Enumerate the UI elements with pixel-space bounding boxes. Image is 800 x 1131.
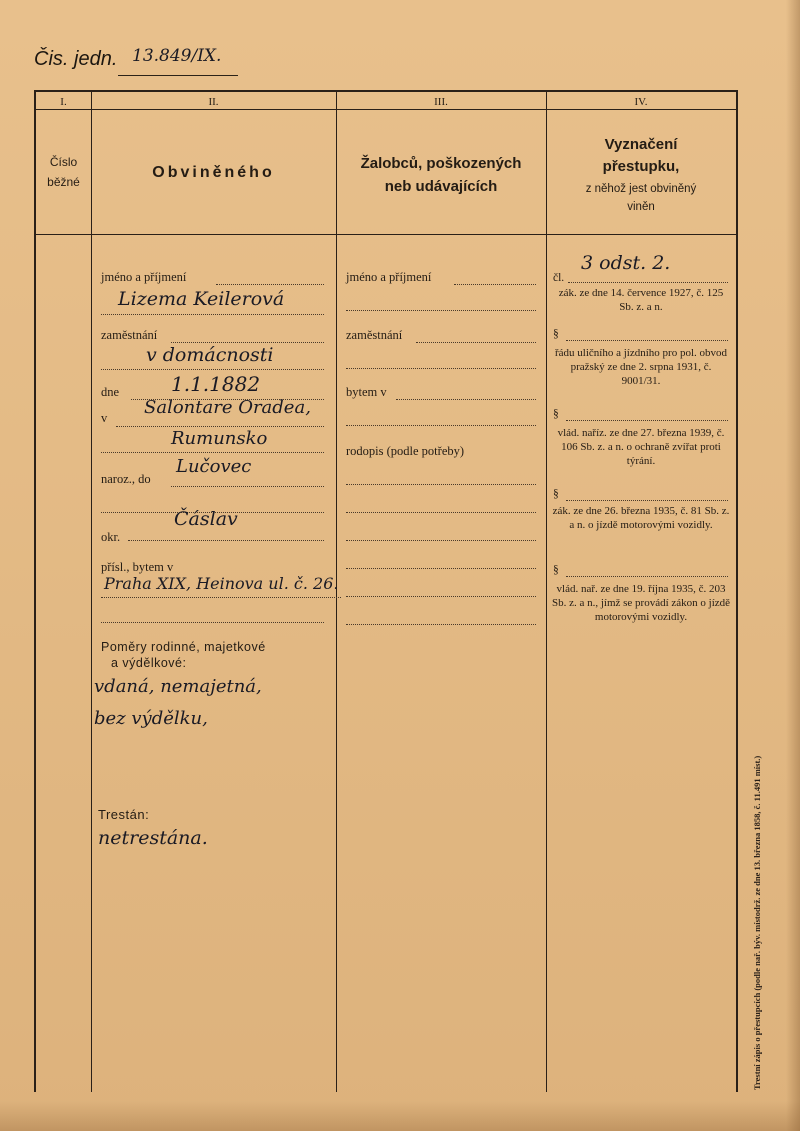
article-label: čl. xyxy=(553,272,565,284)
law-animal-protection: vlád. naříz. ze dne 27. března 1939, č. 106 Sb. z. a n. o ochraně zvířat proti týrání. xyxy=(557,427,725,467)
accused-occupation-value: v domácnosti xyxy=(146,344,274,366)
law-motor-vehicles-decree: vlád. nař. ze dne 19. října 1935, č. 203 Sb. z. a n., jímž se provádí zákon o jízdě motorovými vozidly. xyxy=(551,583,731,623)
accused-name-value: Lizema Keilerová xyxy=(118,288,285,310)
paragraph-symbol: § xyxy=(553,564,559,576)
dotted-line xyxy=(346,484,536,485)
dotted-line xyxy=(128,540,324,541)
accused-date-label: dne xyxy=(101,385,120,399)
family-conditions-label-1: Poměry rodinné, majetkové xyxy=(101,640,266,654)
accused-district-value: Čáslav xyxy=(174,508,238,530)
dotted-line xyxy=(396,399,536,400)
law-traffic-order: řádu uličního a jízdního pro pol. obvod pražský ze dne 2. srpna 1931, č. 9001/31. xyxy=(555,347,727,387)
page-edge-shadow xyxy=(786,0,800,1131)
dotted-line xyxy=(566,420,728,421)
column-numeral-3: III. xyxy=(434,96,448,108)
record-table xyxy=(34,90,738,1092)
accused-place-label: v xyxy=(101,411,108,425)
numeral-row-divider xyxy=(36,109,736,110)
paragraph-symbol: § xyxy=(553,488,559,500)
accused-residence-label: přísl., bytem v xyxy=(101,560,174,574)
dotted-line xyxy=(171,342,324,343)
article-value: 3 odst. 2. xyxy=(581,252,671,274)
complainant-residence-label: bytem v xyxy=(346,385,387,399)
dotted-line xyxy=(346,310,536,311)
dotted-line xyxy=(346,624,536,625)
dotted-line xyxy=(346,368,536,369)
family-conditions-value-1: vdaná, nemajetná, xyxy=(94,676,262,697)
dotted-line xyxy=(566,340,728,341)
paragraph-symbol: § xyxy=(553,408,559,420)
criminal-record-value: netrestána. xyxy=(98,827,208,849)
complainant-name-label: jméno a příjmení xyxy=(346,270,432,284)
law-motor-vehicles: zák. ze dne 26. března 1935, č. 81 Sb. z. a n. o jízdě motorovými vozidly. xyxy=(552,505,730,531)
column-numeral-1: I. xyxy=(60,96,67,108)
accused-residence-value: Praha XIX, Heinova ul. č. 26. xyxy=(104,574,339,593)
dotted-line xyxy=(101,314,324,315)
dotted-line xyxy=(566,500,728,501)
dotted-line xyxy=(101,597,341,598)
complainant-genealogy-label: rodopis (podle potřeby) xyxy=(346,444,465,458)
column-header-accused: Obviněného xyxy=(152,164,275,181)
accused-jurisdiction-value: Lučovec xyxy=(176,456,252,477)
header-divider xyxy=(36,234,736,235)
column-divider xyxy=(546,92,547,1092)
dotted-line xyxy=(346,596,536,597)
reference-number: 13.849/IX. xyxy=(132,46,222,66)
reference-label: Čis. jedn. xyxy=(34,48,118,70)
accused-country-value: Rumunsko xyxy=(171,428,268,449)
dotted-line xyxy=(454,284,536,285)
criminal-record-label: Trestán: xyxy=(98,807,150,822)
page-bottom-shadow xyxy=(0,1101,800,1131)
dotted-line xyxy=(116,426,324,427)
column-header-offence: Vyznačení přestupku, z něhož jest obviněný viněn xyxy=(585,136,697,213)
accused-district-label: okr. xyxy=(101,530,121,544)
law-1927: zák. ze dne 14. července 1927, č. 125 Sb. z. a n. xyxy=(558,287,724,313)
dotted-line xyxy=(346,568,536,569)
dotted-line xyxy=(101,452,324,453)
reference-underline xyxy=(118,75,238,76)
family-conditions-value-2: bez výdělku, xyxy=(94,708,208,729)
dotted-line xyxy=(101,622,324,623)
dotted-line xyxy=(346,540,536,541)
column-header-complainants: Žalobců, poškozených neb udávajících xyxy=(360,155,522,195)
dotted-line xyxy=(416,342,536,343)
column-numeral-2: II. xyxy=(208,96,219,108)
column-numeral-4: IV. xyxy=(634,96,648,108)
accused-jurisdiction-label: naroz., do xyxy=(101,472,151,486)
dotted-line xyxy=(101,369,324,370)
column-header-number: Číslo běžné xyxy=(47,155,80,189)
accused-occupation-label: zaměstnání xyxy=(101,328,158,342)
dotted-line xyxy=(568,282,728,283)
accused-date-value: 1.1.1882 xyxy=(171,372,261,396)
dotted-line xyxy=(566,576,728,577)
accused-name-label: jméno a příjmení xyxy=(101,270,187,284)
dotted-line xyxy=(171,486,324,487)
paragraph-symbol: § xyxy=(553,328,559,340)
accused-place-value: Salontare Oradea, xyxy=(144,397,311,418)
complainant-occupation-label: zaměstnání xyxy=(346,328,403,342)
dotted-line xyxy=(346,425,536,426)
family-conditions-label-2: a výdělkové: xyxy=(111,656,187,670)
dotted-line xyxy=(346,512,536,513)
column-divider xyxy=(91,92,92,1092)
dotted-line xyxy=(216,284,324,285)
form-side-note: Trestní zápis o přestupcích (podle nař. býv. místodrž. ze dne 13. března 1858, č. 11.491 míst.) xyxy=(752,755,762,1090)
